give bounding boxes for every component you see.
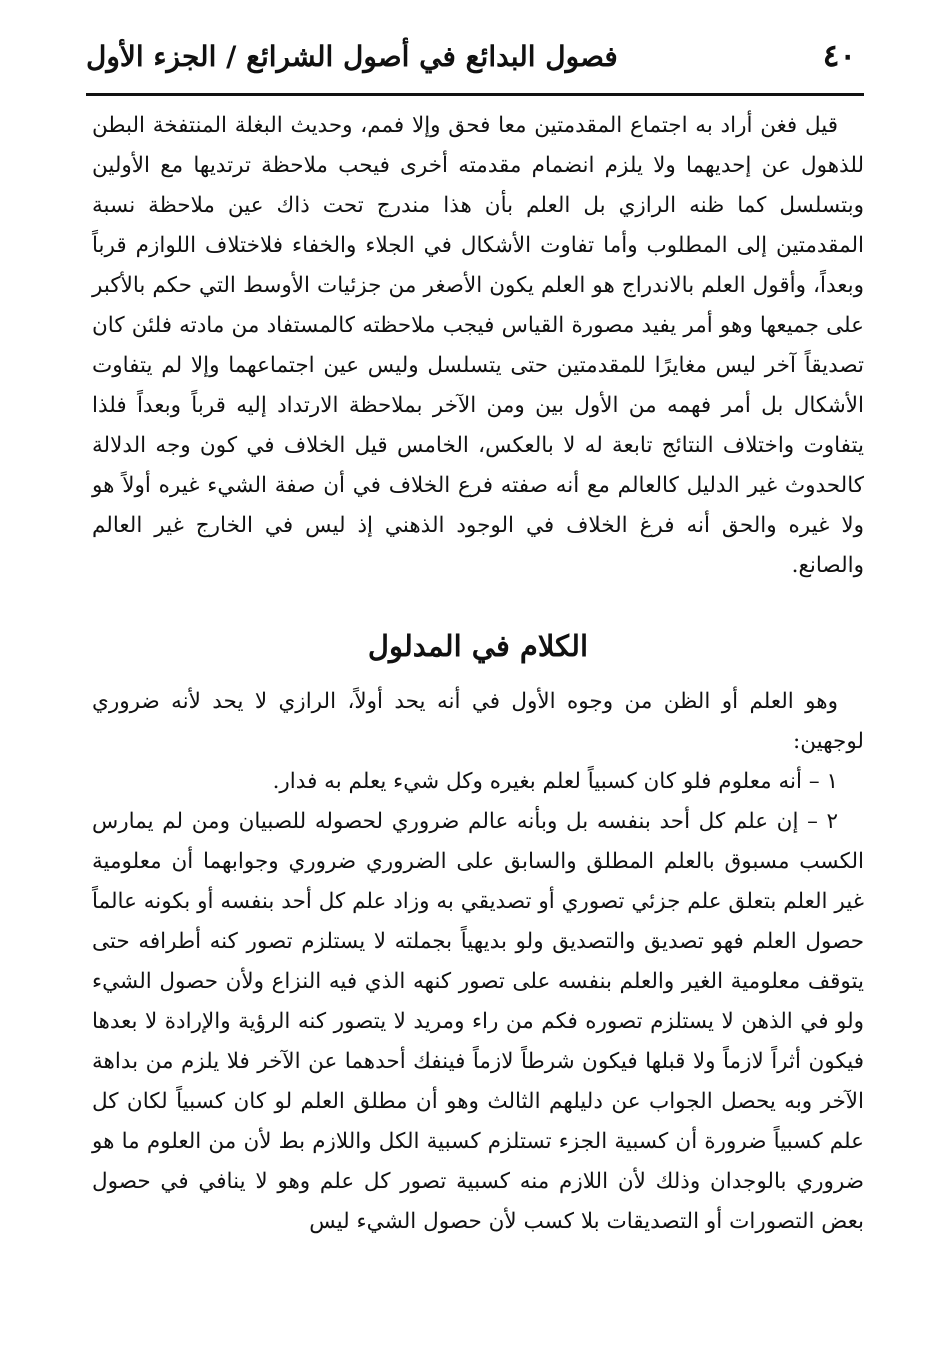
running-title: فصول البدائع في أصول الشرائع / الجزء الأول [86, 40, 618, 73]
intro-paragraph-block [92, 106, 864, 586]
header-divider [86, 93, 864, 96]
intro-paragraph: قيل فغن أراد به اجتماع المقدمتين معا فحق وإلا فمم، وحديث البغلة المنتفخة البطن للذهول عن إحديهما ولا يلزم انضمام مقدمته أخرى فيحب ملاحظة ترتديها مع الأولين وبتسلسل كما ظنه الرازي بل العلم بأن هذا مندرج تحت ذاك عين ملاحظة نسبة المقدمتين إلى المطلوب وأما تفاوت الأشكال في الجلاء والخفاء فلاختلاف اللوازم قرباً وبعداً، وأقول العلم بالاندراج هو العلم يكون الأصغر من جزئيات الأوسط التي حكم بالأكبر على جميعها وهو أمر يفيد مصورة القياس فيجب ملاحظته كالمستفاد من مادته فلئن كان تصديقاً آخر ليس مغايرًا للمقدمتين حتى يتسلسل وليس عين اجتماعهما وإلا لم يتفاوت الأشكال بل أمر فهمه من الأول بين ومن الآخر بملاحظة الارتداد إليه قرباً وبعداً فلذا يتفاوت واختلاف النتائج تابعة له لا بالعكس، الخامس قيل الخلاف في كون وجه الدلالة كالحدوث غير الدليل كالعالم مع أنه صفته فرع الخلاف في أن صفة الشيء غيره أولاً هو ولا غيره والحق أنه فرغ الخلاف في الوجود الذهني إذ ليس في الخارج غير العالم والصانع. [92, 113, 864, 578]
point-one-paragraph: ١ – أنه معلوم فلو كان كسبياً لعلم بغيره وكل شيء يعلم به فدار. [272, 769, 838, 794]
section-opening-paragraph: وهو العلم أو الظن من وجوه الأول في أنه يحد أولاً، الرازي لا يحد لأنه ضروري لوجهين: [92, 689, 864, 754]
point-two-paragraph: ٢ – إن علم كل أحد بنفسه بل وبأنه عالم ضروري لحصوله للصبيان ومن لم يمارس الكسب مسبوق بالعلم المطلق والسابق على الضروري ضروري وجوابهما أن معلومية غير العلم بتعلق علم جزئي تصوري أو تصديقي به وزاد علم كل أحد بنفسه أو بكونه عالماً حصول العلم فهو تصديق والتصديق ولو بديهياً بجملته لا يستلزم تصور كنه أطرافه حتى يتوقف معلومية الغير والعلم بنفسه على تصور كنهه الذي فيه النزاع ولأن حصول الشيء ولو في الذهن لا يستلزم تصوره فكم من راء ومريد لا يتصور كنه الرؤية والإرادة لا بعدها فيكون أثراً لازماً ولا قبلها فيكون شرطاً لازماً فينفك أحدهما عن الآخر فلا يلزم من بداهة الآخر وبه يحصل الجواب عن دليلهم الثالث وهو أن مطلق العلم لو كان كسبياً لكان كل علم كسبياً ضرورة أن كسبية الجزء تستلزم كسبية الكل واللازم بط لأن من العلوم ما هو ضروري بالوجدان وذلك لأن اللازم منه كسبية تصور كل علم وهو لا ينافي في حصول بعض التصورات أو التصديقات بلا كسب لأن حصول الشيء ليس [92, 809, 864, 1234]
page-number: ٤٠ [822, 38, 856, 74]
section-body [92, 682, 864, 1242]
section-heading: الكلام في المدلول [367, 629, 589, 663]
page-header [86, 34, 856, 90]
